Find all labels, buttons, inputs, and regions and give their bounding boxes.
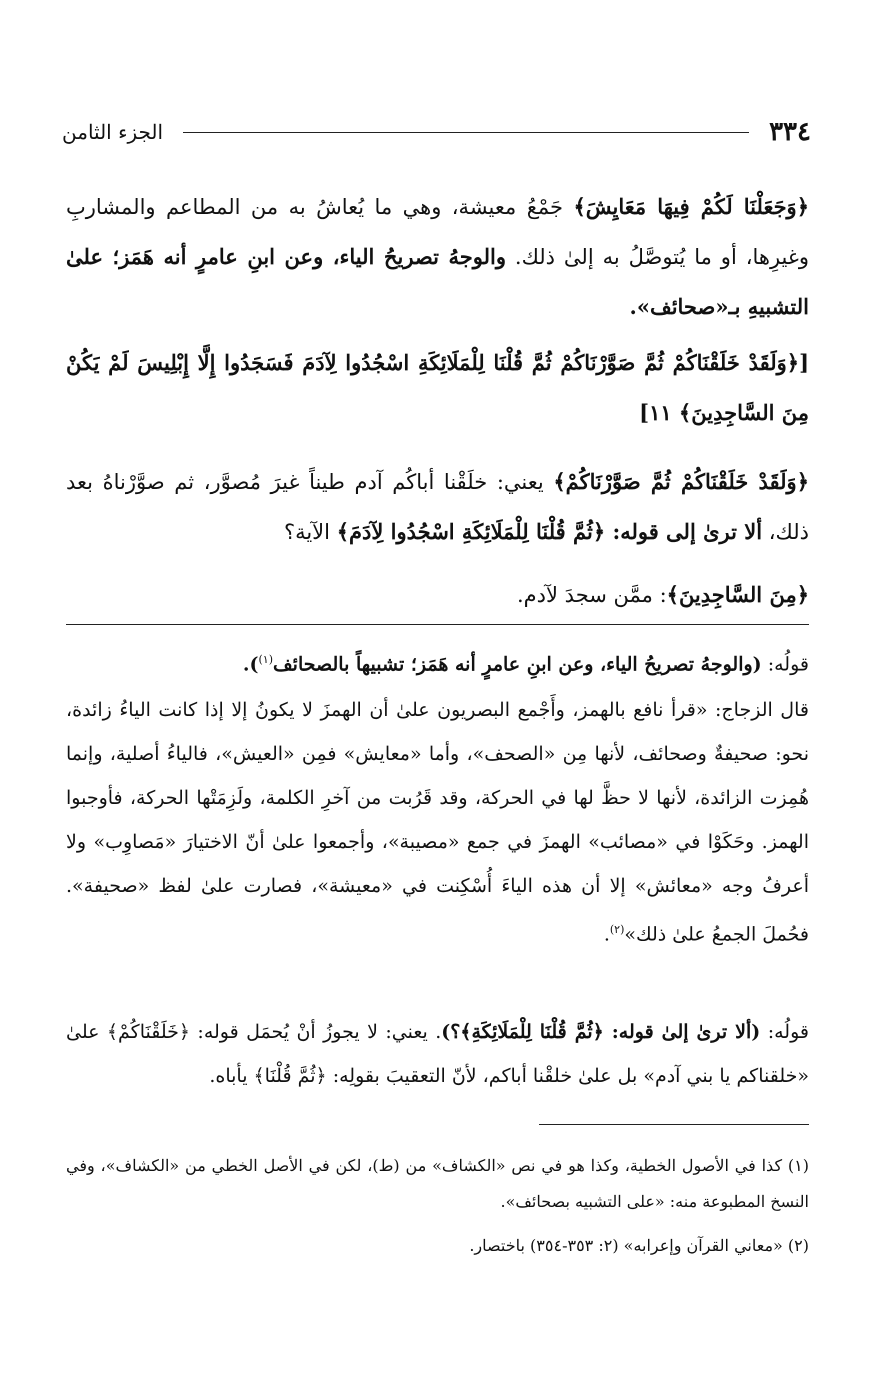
quran-verse: [﴿وَلَقَدْ خَلَقْنَاكُمْ ثُمَّ صَوَّرْنَاكُمْ ثُمَّ قُلْنَا لِلْمَلَائِكَةِ اسْجُدُوا لِآدَمَ فَسَجَدُوا إِلَّا إِبْلِيسَ لَمْ يَكُنْ مِنَ السَّاجِدِينَ﴾ ١١] <box>66 350 809 425</box>
main-paragraph-4 <box>66 570 809 620</box>
paragraph-text: يعني: خلَقْنا أباكُم آدم طيناً غيرَ مُصوَّر، ثم صوَّرْناهُ بعد ذلك، <box>66 470 809 544</box>
footnote-ref-2: (٢) <box>609 923 625 936</box>
page-header <box>62 112 811 152</box>
bold-text: ألا ترىٰ إلى قوله: <box>612 519 763 544</box>
commentary-tail: ). <box>242 653 259 676</box>
main-paragraph-3 <box>66 457 809 557</box>
bold-text: والوجهُ تصريحُ الياء، وعن ابنِ عامرٍ أنه هَمَز؛ علىٰ التشبيهِ بـ«صحائف». <box>66 244 809 319</box>
commentary-paragraph-3 <box>66 1010 809 1098</box>
paragraph-text: جَمْعُ معيشة، وهي ما يُعاشُ به من المطاعم والمشاربِ وغيرِها، أو ما يُتوصَّلُ به إلىٰ ذلك. <box>66 195 809 269</box>
main-divider <box>66 624 809 625</box>
commentary-bold: (ألا ترىٰ إلىٰ قوله: ﴿ثُمَّ قُلْنَا لِلْمَلَائِكَةِ﴾؟) <box>441 1021 761 1043</box>
footnote-2: (٢) «معاني القرآن وإعرابه» (٢: ٣٥٣-٣٥٤) باختصار. <box>469 1236 809 1255</box>
commentary-bold: (والوجهُ تصريحُ الياء، وعن ابنِ عامرٍ أنه هَمَز؛ تشبيهاً بالصحائف <box>273 653 762 676</box>
quran-quote: ﴿وَجَعَلْنَا لَكُمْ فِيهَا مَعَايِشَ﴾ <box>573 194 810 219</box>
commentary-paragraph-1 <box>66 638 809 686</box>
commentary-tail: . <box>603 923 610 946</box>
commentary-lead: قولُه: <box>761 653 809 676</box>
commentary-paragraph-2 <box>66 688 809 956</box>
quran-quote-2: ﴿ثُمَّ قُلْنَا لِلْمَلَائِكَةِ اسْجُدُوا لِآدَمَ﴾ <box>336 519 613 544</box>
paragraph-text-2: الآية؟ <box>283 520 337 544</box>
footnote-1: (١) كذا في الأصول الخطية، وكذا هو في نص «الكشاف» من (ط)، لكن في الأصل الخطي من «الكشاف»، وفي النسخ المطبوعة منه: «على التشبيه بصحائف». <box>66 1156 809 1211</box>
quran-quote: ﴿وَلَقَدْ خَلَقْنَاكُمْ ثُمَّ صَوَّرْنَاكُمْ﴾ <box>553 469 810 494</box>
commentary-lead: قولُه: <box>760 1021 809 1043</box>
paragraph-text: : ممَّن سجدَ لآدم. <box>516 583 667 607</box>
verse-paragraph <box>66 338 809 438</box>
commentary-text: قال الزجاج: «قرأ نافع بالهمز، وأَجْمع البصريون علىٰ أن الهمزَ لا يكونُ إلا إذا كانت الياءُ زائدة، نحو: صحيفةٌ وصحائف، لأنها مِن «الصحف»، وأما «معايش» فمِن «العيش»، فالياءُ أصلية، وإنما هُمِزت الزائدة، لأنها لا حظَّ لها في الحركة، وقد قَرُبت من آخرِ الكلمة، ولَزِمَتْها الحركة، فأوجبوا الهمز. وحَكَوْا في «مصائب» الهمزَ في جمع «مصيبة»، وأجمعوا علىٰ أنّ الاختيارَ «مَصاوِب» ولا أعرفُ وجه «معائش» إلا أن هذه الياءَ أُسْكِنت في «معيشة»، فصارت علىٰ لفظ «صحيفة». فحُملَ الجمعُ علىٰ ذلك» <box>66 699 809 946</box>
commentary-text: . يعني: لا يجوزُ أنْ يُحمَل قوله: ﴿خَلَقْنَاكُمْ﴾ علىٰ «خلقناكم يا بني آدم» بل علىٰ خلقْنا أباكم، لأنّ التعقيبَ بقولِه: ﴿ثُمَّ قُلْنَا﴾ يأباه. <box>66 1021 809 1087</box>
header-rule <box>183 132 749 133</box>
main-paragraph-1 <box>66 182 809 332</box>
section-title: الجزء الثامن <box>62 120 164 144</box>
quran-quote: ﴿مِنَ السَّاجِدِينَ﴾ <box>666 582 809 607</box>
footnote-ref-1: (١) <box>258 653 274 666</box>
page-number: ٣٣٤ <box>769 117 811 147</box>
footnote-divider <box>539 1124 809 1125</box>
